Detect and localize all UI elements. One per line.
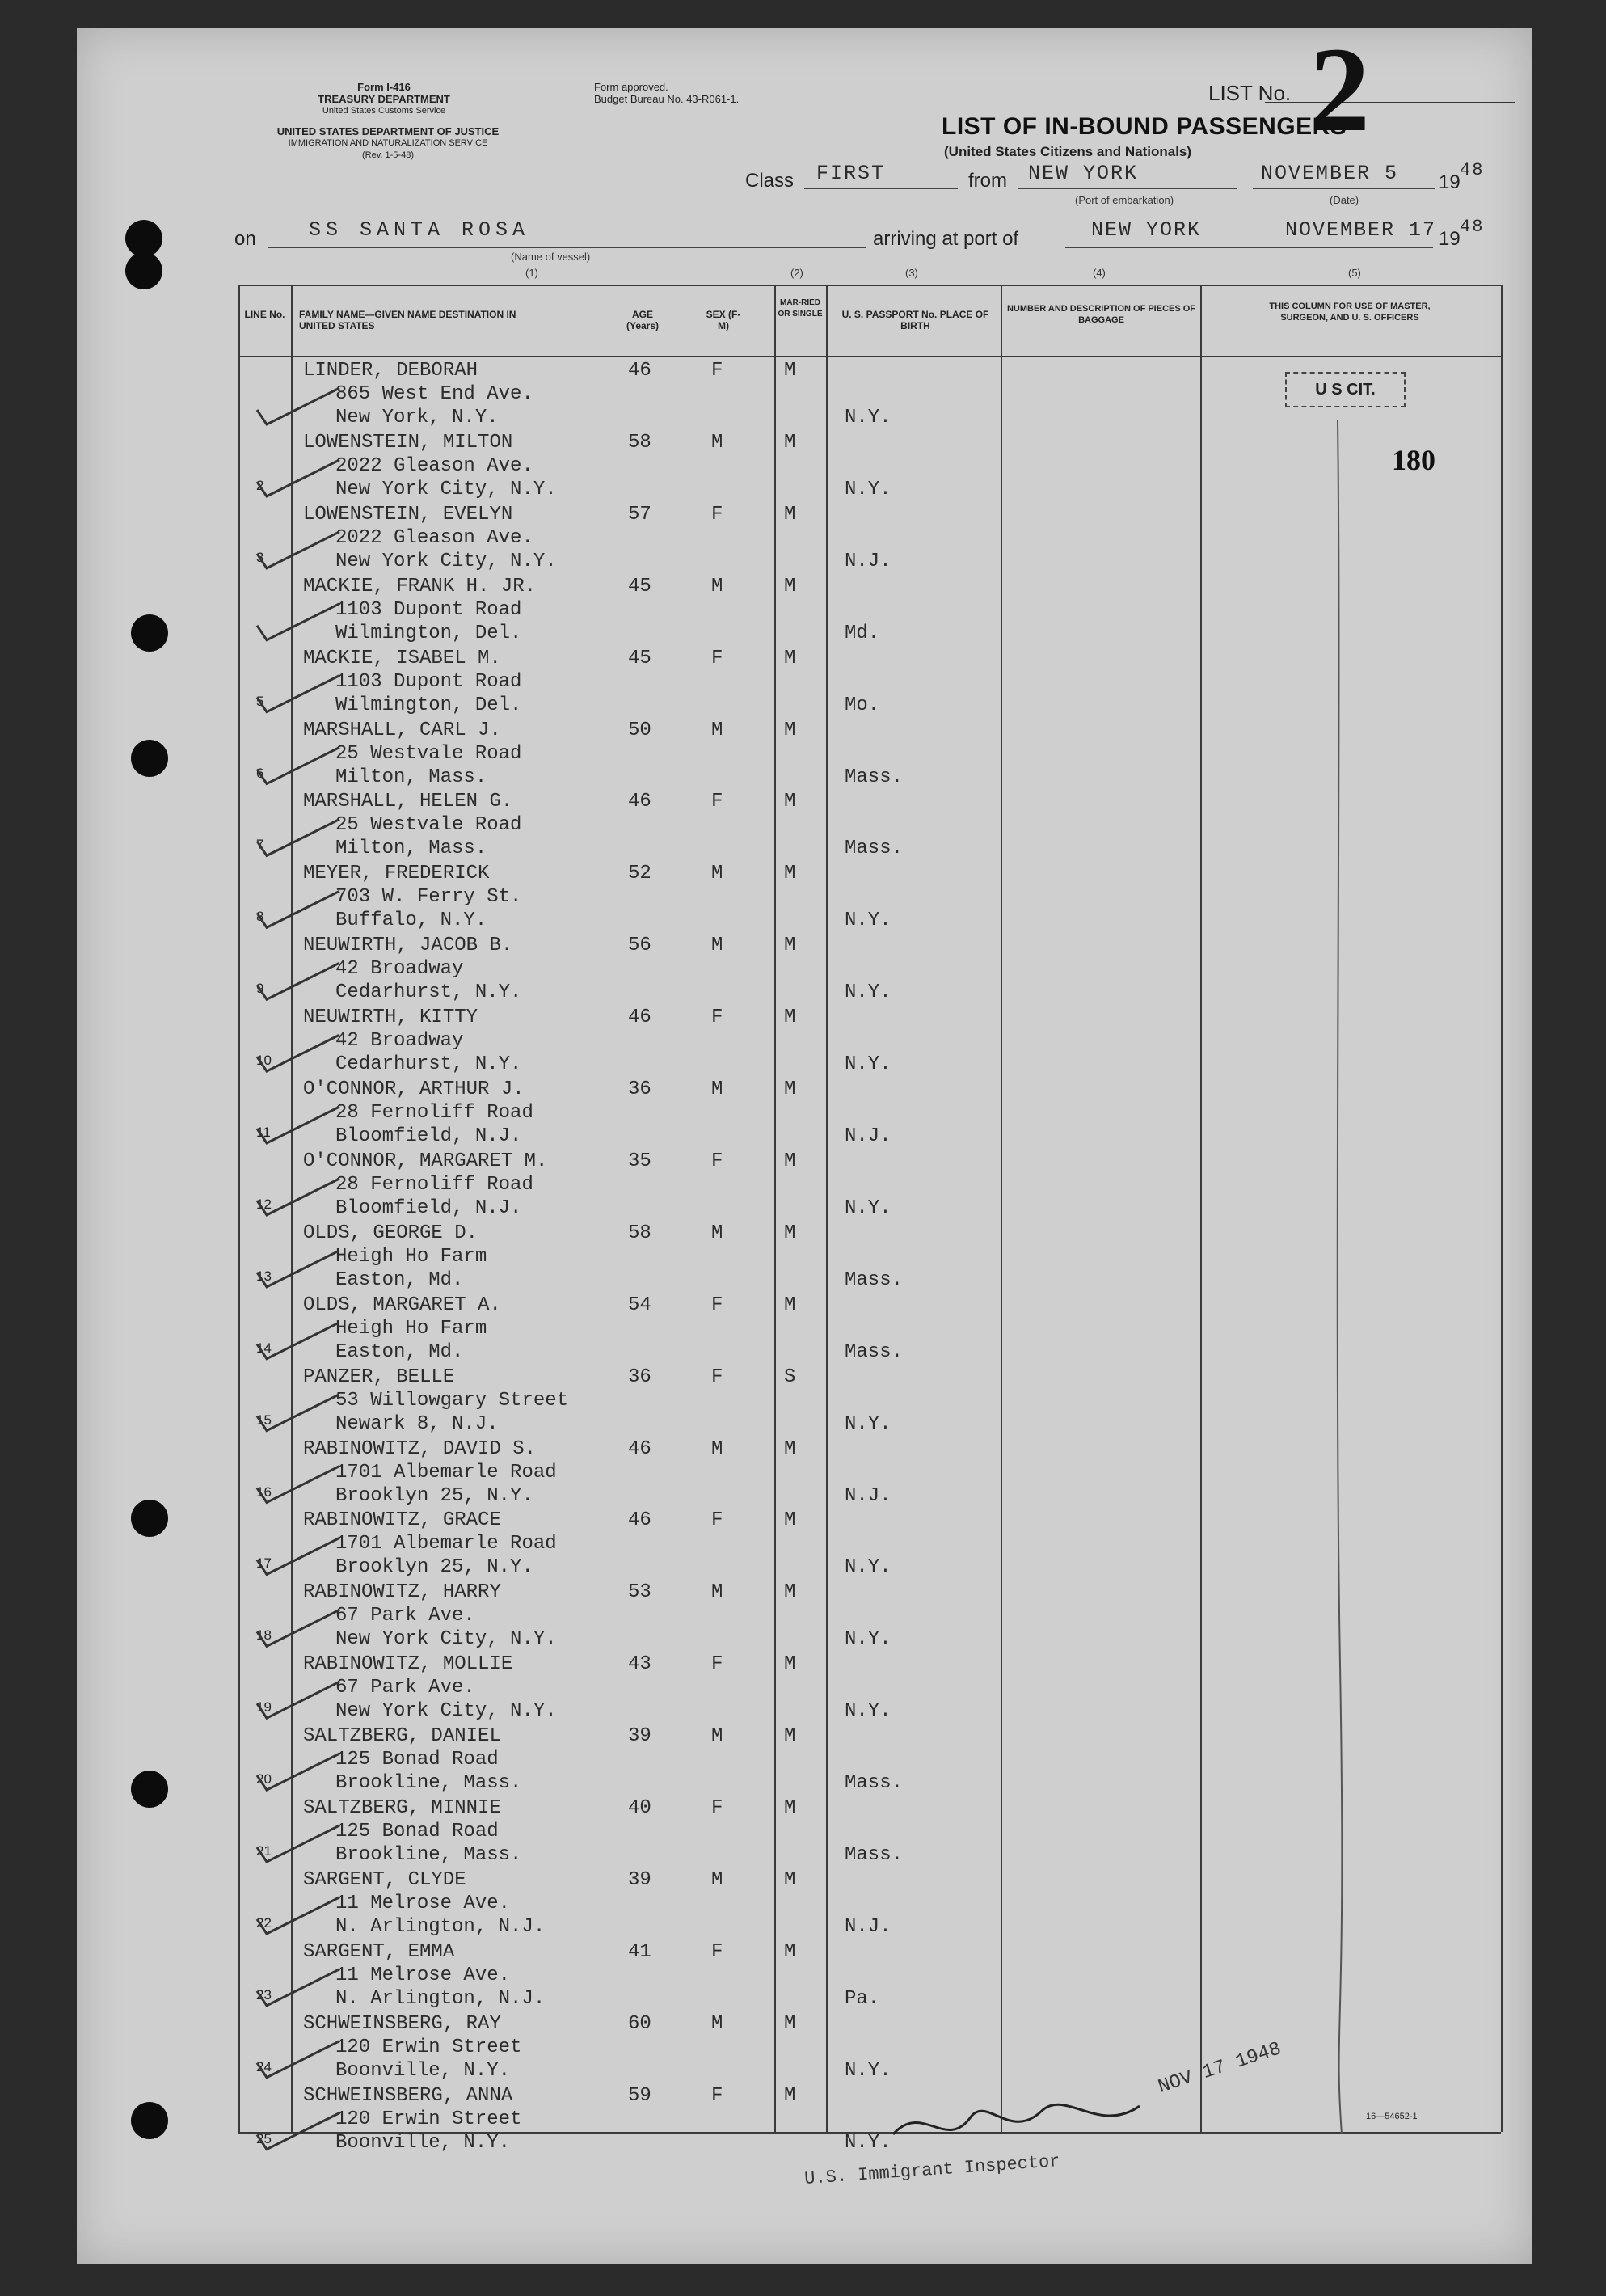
place-of-birth: Mass. [845,838,904,860]
line-number: 22 [256,1914,272,1931]
address-street: 120 Erwin Street [335,2036,522,2058]
date-caption: (Date) [1330,194,1359,206]
place-of-birth: Pa. [845,1987,880,2010]
address-city: Milton, Mass. [335,838,487,860]
passenger-age: 41 [628,1940,651,1963]
marital-status: M [784,1725,796,1748]
check-mark [257,1251,339,1287]
pen-line [1338,420,1343,2134]
address-city: New York City, N.Y. [335,1700,557,1723]
passenger-sex: F [711,1007,723,1029]
form-code: 16—54652-1 [1366,2112,1418,2121]
passenger-sex: F [711,1509,723,1532]
check-mark [257,1395,339,1431]
passenger-age: 46 [628,360,651,382]
address-city: New York City, N.Y. [335,1628,557,1651]
passenger-age: 60 [628,2012,651,2035]
passenger-name: SALTZBERG, MINNIE [303,1797,501,1819]
port-embark-caption: (Port of embarkation) [1075,194,1174,206]
passenger-sex: F [711,1653,723,1676]
header-line-no: LINE No. [244,309,285,320]
address-city: Brookline, Mass. [335,1844,522,1866]
place-of-birth: N.Y. [845,910,892,932]
header-sex: SEX (F-M) [706,309,741,331]
check-mark [257,2041,339,2078]
on-label: on [234,228,256,250]
passenger-age: 39 [628,1868,651,1891]
arrival-date: NOVEMBER 17 [1285,218,1437,242]
passenger-name: MARSHALL, CARL J. [303,719,501,741]
passenger-age: 52 [628,863,651,885]
address-street: 2022 Gleason Ave. [335,454,533,477]
address-city: New York, N.Y. [335,407,499,428]
marital-status: M [784,791,796,813]
marital-status: M [784,503,796,525]
passenger-sex: F [711,1797,723,1819]
passenger-sex: M [711,431,723,454]
passenger-sex: F [711,503,723,525]
address-city: N. Arlington, N.J. [335,1987,546,2010]
line-number: 12 [256,1196,272,1212]
line-number: 24 [256,2058,272,2074]
place-of-birth: N.Y. [845,1197,892,1219]
arriving-label: arriving at port of [873,228,1019,250]
marital-status: M [784,935,796,957]
line-number: 3 [256,549,264,565]
passenger-name: LOWENSTEIN, EVELYN [303,503,513,525]
passenger-sex: M [711,2012,723,2035]
passenger-name: MACKIE, FRANK H. JR. [303,575,537,597]
passenger-age: 58 [628,1222,651,1244]
date-stamp: NOV 17 1948 [1155,2038,1284,2099]
check-mark [257,1610,339,1646]
address-city: Boonville, N.Y. [335,2059,511,2082]
check-mark [257,1969,339,2006]
marital-status: M [784,1868,796,1891]
line-number: 6 [256,765,264,781]
marital-status: M [784,647,796,669]
place-of-birth: N.J. [845,1915,892,1938]
line-number: 20 [256,1771,272,1787]
passenger-name: OLDS, GEORGE D. [303,1222,478,1244]
address-city: Easton, Md. [335,1268,464,1291]
check-mark [257,819,339,855]
passenger-age: 53 [628,1581,651,1604]
address-city: Cedarhurst, N.Y. [335,981,522,1004]
vessel-caption: (Name of vessel) [511,251,591,263]
passenger-name: LINDER, DEBORAH [303,360,478,382]
marital-status: M [784,719,796,741]
address-city: Newark 8, N.J. [335,1412,499,1435]
passenger-age: 36 [628,1078,651,1100]
address-street: 125 Bonad Road [335,1749,499,1771]
address-city: Brookline, Mass. [335,1772,522,1795]
address-city: Buffalo, N.Y. [335,910,487,932]
header-age: AGE (Years) [626,309,660,331]
immigrant-inspector-label: U.S. Immigrant Inspector [803,2150,1061,2190]
passenger-name: RABINOWITZ, HARRY [303,1581,501,1604]
check-mark [257,1179,339,1215]
place-of-birth: N.Y. [845,407,892,428]
header-married: MAR-RIED OR SINGLE [778,298,823,319]
list-number-label: LIST No. [1208,81,1292,105]
place-of-birth: N.Y. [845,1700,892,1723]
line-number: 18 [256,1627,272,1644]
check-mark [257,1107,339,1143]
marital-status: M [784,1007,796,1029]
page-title: LIST OF IN-BOUND PASSENGERS [942,113,1347,140]
place-of-birth: N.Y. [845,981,892,1004]
check-mark [257,1754,339,1790]
address-city: Cedarhurst, N.Y. [335,1053,522,1076]
passenger-name: PANZER, BELLE [303,1365,455,1388]
budget-bureau: Budget Bureau No. 43-R061-1. [594,93,740,105]
line-number: 8 [256,909,264,925]
place-of-birth: Mass. [845,1268,904,1291]
col-3-number: (3) [905,267,918,279]
passenger-sex: F [711,791,723,813]
check-mark [257,1467,339,1503]
address-city: Wilmington, Del. [335,694,522,716]
place-of-birth: N.Y. [845,1556,892,1579]
address-street: 865 West End Ave. [335,383,533,405]
port-of-embarkation: NEW YORK [1028,162,1139,185]
place-of-birth: N.J. [845,1484,892,1507]
passenger-age: 46 [628,1509,651,1532]
passenger-sex: M [711,935,723,957]
passenger-sex: F [711,1150,723,1172]
passenger-sex: M [711,1078,723,1100]
passenger-name: OLDS, MARGARET A. [303,1294,501,1316]
page-subtitle: (United States Citizens and Nationals) [944,144,1192,159]
place-of-birth: N.Y. [845,2131,892,2154]
passenger-age: 46 [628,1007,651,1029]
place-of-birth: N.Y. [845,1628,892,1651]
col-4-number: (4) [1093,267,1106,279]
form-approved: Form approved. [594,81,668,93]
address-city: Brooklyn 25, N.Y. [335,1484,533,1507]
passenger-name: MARSHALL, HELEN G. [303,791,513,813]
address-city: Wilmington, Del. [335,622,522,644]
passenger-sex: F [711,1940,723,1963]
passenger-age: 57 [628,503,651,525]
address-city: Boonville, N.Y. [335,2131,511,2154]
passenger-name: NEUWIRTH, KITTY [303,1007,478,1029]
address-street: 11 Melrose Ave. [335,1964,511,1986]
place-of-birth: N.Y. [845,2059,892,2082]
address-street: 42 Broadway [335,1030,464,1053]
vessel-name: SS SANTA ROSA [309,218,530,242]
marital-status: M [784,1078,796,1100]
passenger-name: SCHWEINSBERG, RAY [303,2012,501,2035]
passenger-sex: F [711,1365,723,1388]
passenger-age: 45 [628,647,651,669]
header-passport-birth: U. S. PASSPORT No. PLACE OF BIRTH [841,309,989,331]
place-of-birth: N.Y. [845,478,892,500]
passenger-age: 59 [628,2084,651,2107]
col-5-number: (5) [1348,267,1361,279]
line-number: 17 [256,1555,272,1572]
marital-status: M [784,2012,796,2035]
address-street: 125 Bonad Road [335,1821,499,1842]
passenger-sex: M [711,1725,723,1748]
marital-status: M [784,1581,796,1604]
marital-status: M [784,575,796,597]
marital-status: M [784,1437,796,1460]
check-mark [257,1825,339,1862]
passenger-age: 40 [628,1797,651,1819]
passenger-age: 56 [628,935,651,957]
col-2-number: (2) [790,267,803,279]
revision: (Rev. 1-5-48) [362,150,414,160]
passenger-age: 46 [628,1437,651,1460]
col-1-number: (1) [525,267,538,279]
check-mark [257,1035,339,1071]
line-number: 5 [256,693,264,709]
year-1: 48 [1460,160,1485,180]
passenger-age: 58 [628,431,651,454]
year-prefix-2: 19 [1439,228,1461,250]
passenger-age: 54 [628,1294,651,1316]
address-city: New York City, N.Y. [335,550,557,572]
check-mark [257,388,339,424]
passenger-name: RABINOWITZ, MOLLIE [303,1653,513,1676]
check-mark [257,748,339,784]
header-officers: THIS COLUMN FOR USE OF MASTER, SURGEON, AND U. S. OFFICERS [1269,302,1431,323]
check-mark [257,1682,339,1718]
passenger-name: O'CONNOR, MARGARET M. [303,1150,548,1172]
passenger-sex: M [711,1581,723,1604]
passenger-name: MEYER, FREDERICK [303,863,490,885]
place-of-birth: Mo. [845,694,880,716]
from-label: from [968,170,1007,192]
place-of-birth: Mass. [845,1844,904,1866]
passenger-sex: M [711,1222,723,1244]
departure-date: NOVEMBER 5 [1261,162,1399,185]
passenger-age: 39 [628,1725,651,1748]
handwritten-number: 180 [1392,444,1435,476]
address-street: 67 Park Ave. [335,1605,475,1627]
check-mark [257,676,339,712]
address-street: 1103 Dupont Road [335,598,522,621]
marital-status: M [784,1150,796,1172]
address-street: 1701 Albemarle Road [335,1461,557,1484]
passenger-sex: M [711,1868,723,1891]
place-of-birth: Mass. [845,1340,904,1363]
place-of-birth: Md. [845,622,880,644]
place-of-birth: N.Y. [845,1412,892,1435]
passenger-age: 35 [628,1150,651,1172]
marital-status: M [784,2084,796,2107]
passenger-sex: M [711,863,723,885]
check-mark [257,604,339,640]
check-mark [257,2113,339,2150]
passenger-age: 36 [628,1365,651,1388]
passenger-name: SARGENT, CLYDE [303,1868,466,1891]
year-prefix-1: 19 [1439,171,1461,193]
passenger-name: SALTZBERG, DANIEL [303,1725,501,1748]
us-citizen-stamp: U S CIT. [1285,372,1406,407]
passenger-name: SCHWEINSBERG, ANNA [303,2084,513,2107]
place-of-birth: Mass. [845,766,904,788]
check-mark [257,460,339,496]
line-number: 11 [256,1125,271,1140]
address-city: N. Arlington, N.J. [335,1915,546,1938]
address-city: Brooklyn 25, N.Y. [335,1556,533,1579]
passenger-age: 46 [628,791,651,813]
line-number: 15 [256,1412,272,1428]
passenger-sex: F [711,1294,723,1316]
class-value: FIRST [816,162,886,185]
address-city: New York City, N.Y. [335,478,557,500]
ins-service: IMMIGRATION AND NATURALIZATION SERVICE [288,138,488,148]
address-street: 25 Westvale Road [335,742,522,765]
address-street: 67 Park Ave. [335,1677,475,1699]
address-street: 25 Westvale Road [335,814,522,837]
address-street: 120 Erwin Street [335,2108,522,2130]
check-mark [257,1538,339,1574]
class-label: Class [745,170,795,192]
address-street: Heigh Ho Farm [335,1317,487,1340]
marital-status: S [784,1365,796,1388]
marital-status: M [784,1294,796,1316]
passenger-name: MACKIE, ISABEL M. [303,647,501,669]
address-city: Bloomfield, N.J. [335,1125,522,1147]
address-street: 28 Fernoliff Road [335,1173,533,1196]
passenger-name: NEUWIRTH, JACOB B. [303,935,513,957]
passenger-sex: F [711,647,723,669]
header-name-destination: FAMILY NAME—GIVEN NAME DESTINATION IN UNITED STATES [299,309,516,331]
passenger-age: 45 [628,575,651,597]
line-number: 23 [256,1986,272,2003]
place-of-birth: N.J. [845,550,892,572]
passenger-sex: F [711,2084,723,2107]
marital-status: M [784,1509,796,1532]
marital-status: M [784,1940,796,1963]
address-street: Heigh Ho Farm [335,1245,487,1268]
place-of-birth: Mass. [845,1772,904,1795]
passenger-name: SARGENT, EMMA [303,1940,455,1963]
marital-status: M [784,1222,796,1244]
passenger-name: LOWENSTEIN, MILTON [303,431,513,454]
address-city: Milton, Mass. [335,766,487,788]
line-number: 19 [256,1699,272,1716]
place-of-birth: N.Y. [845,1053,892,1076]
passenger-sex: M [711,1437,723,1460]
check-mark [257,963,339,999]
customs-service: United States Customs Service [322,106,446,116]
address-street: 1103 Dupont Road [335,670,522,693]
marital-status: M [784,1653,796,1676]
list-number-value: 2 [1309,23,1370,157]
justice-dept: UNITED STATES DEPARTMENT OF JUSTICE [276,125,500,137]
passenger-sex: M [711,575,723,597]
passenger-sex: M [711,719,723,741]
treasury-dept: TREASURY DEPARTMENT [318,93,450,105]
line-number: 14 [256,1340,272,1356]
line-number: 13 [256,1268,272,1284]
line-number: 10 [256,1053,272,1069]
passenger-sex: F [711,360,723,382]
check-mark [257,1897,339,1934]
address-street: 28 Fernoliff Road [335,1102,533,1124]
address-street: 11 Melrose Ave. [335,1892,511,1914]
line-number: 2 [256,477,264,493]
address-street: 42 Broadway [335,958,464,981]
address-street: 703 W. Ferry St. [335,886,522,909]
place-of-birth: N.J. [845,1125,892,1147]
address-city: Easton, Md. [335,1340,464,1363]
passenger-name: RABINOWITZ, DAVID S. [303,1437,537,1460]
passenger-name: O'CONNOR, ARTHUR J. [303,1078,525,1100]
line-number: 21 [256,1843,272,1859]
passenger-name: RABINOWITZ, GRACE [303,1509,501,1532]
passenger-age: 50 [628,719,651,741]
header-baggage: NUMBER AND DESCRIPTION OF PIECES OF BAGGAGE [1006,304,1196,325]
address-street: 53 Willowgary Street [335,1389,569,1412]
marital-status: M [784,1797,796,1819]
line-number: 7 [256,837,264,853]
marital-status: M [784,431,796,454]
form-number: Form I-416 [357,81,411,93]
check-mark [257,1323,339,1359]
address-city: Bloomfield, N.J. [335,1197,522,1219]
marital-status: M [784,360,796,382]
line-number: 25 [256,2130,272,2146]
address-street: 2022 Gleason Ave. [335,526,533,549]
address-street: 1701 Albemarle Road [335,1533,557,1555]
line-number: 16 [256,1484,272,1500]
year-2: 48 [1460,217,1485,237]
line-number: 9 [256,981,264,997]
marital-status: M [784,863,796,885]
passenger-age: 43 [628,1653,651,1676]
inspector-signature [893,2104,1140,2134]
check-mark [257,532,339,568]
arrival-port: NEW YORK [1091,218,1202,242]
check-mark [257,891,339,927]
